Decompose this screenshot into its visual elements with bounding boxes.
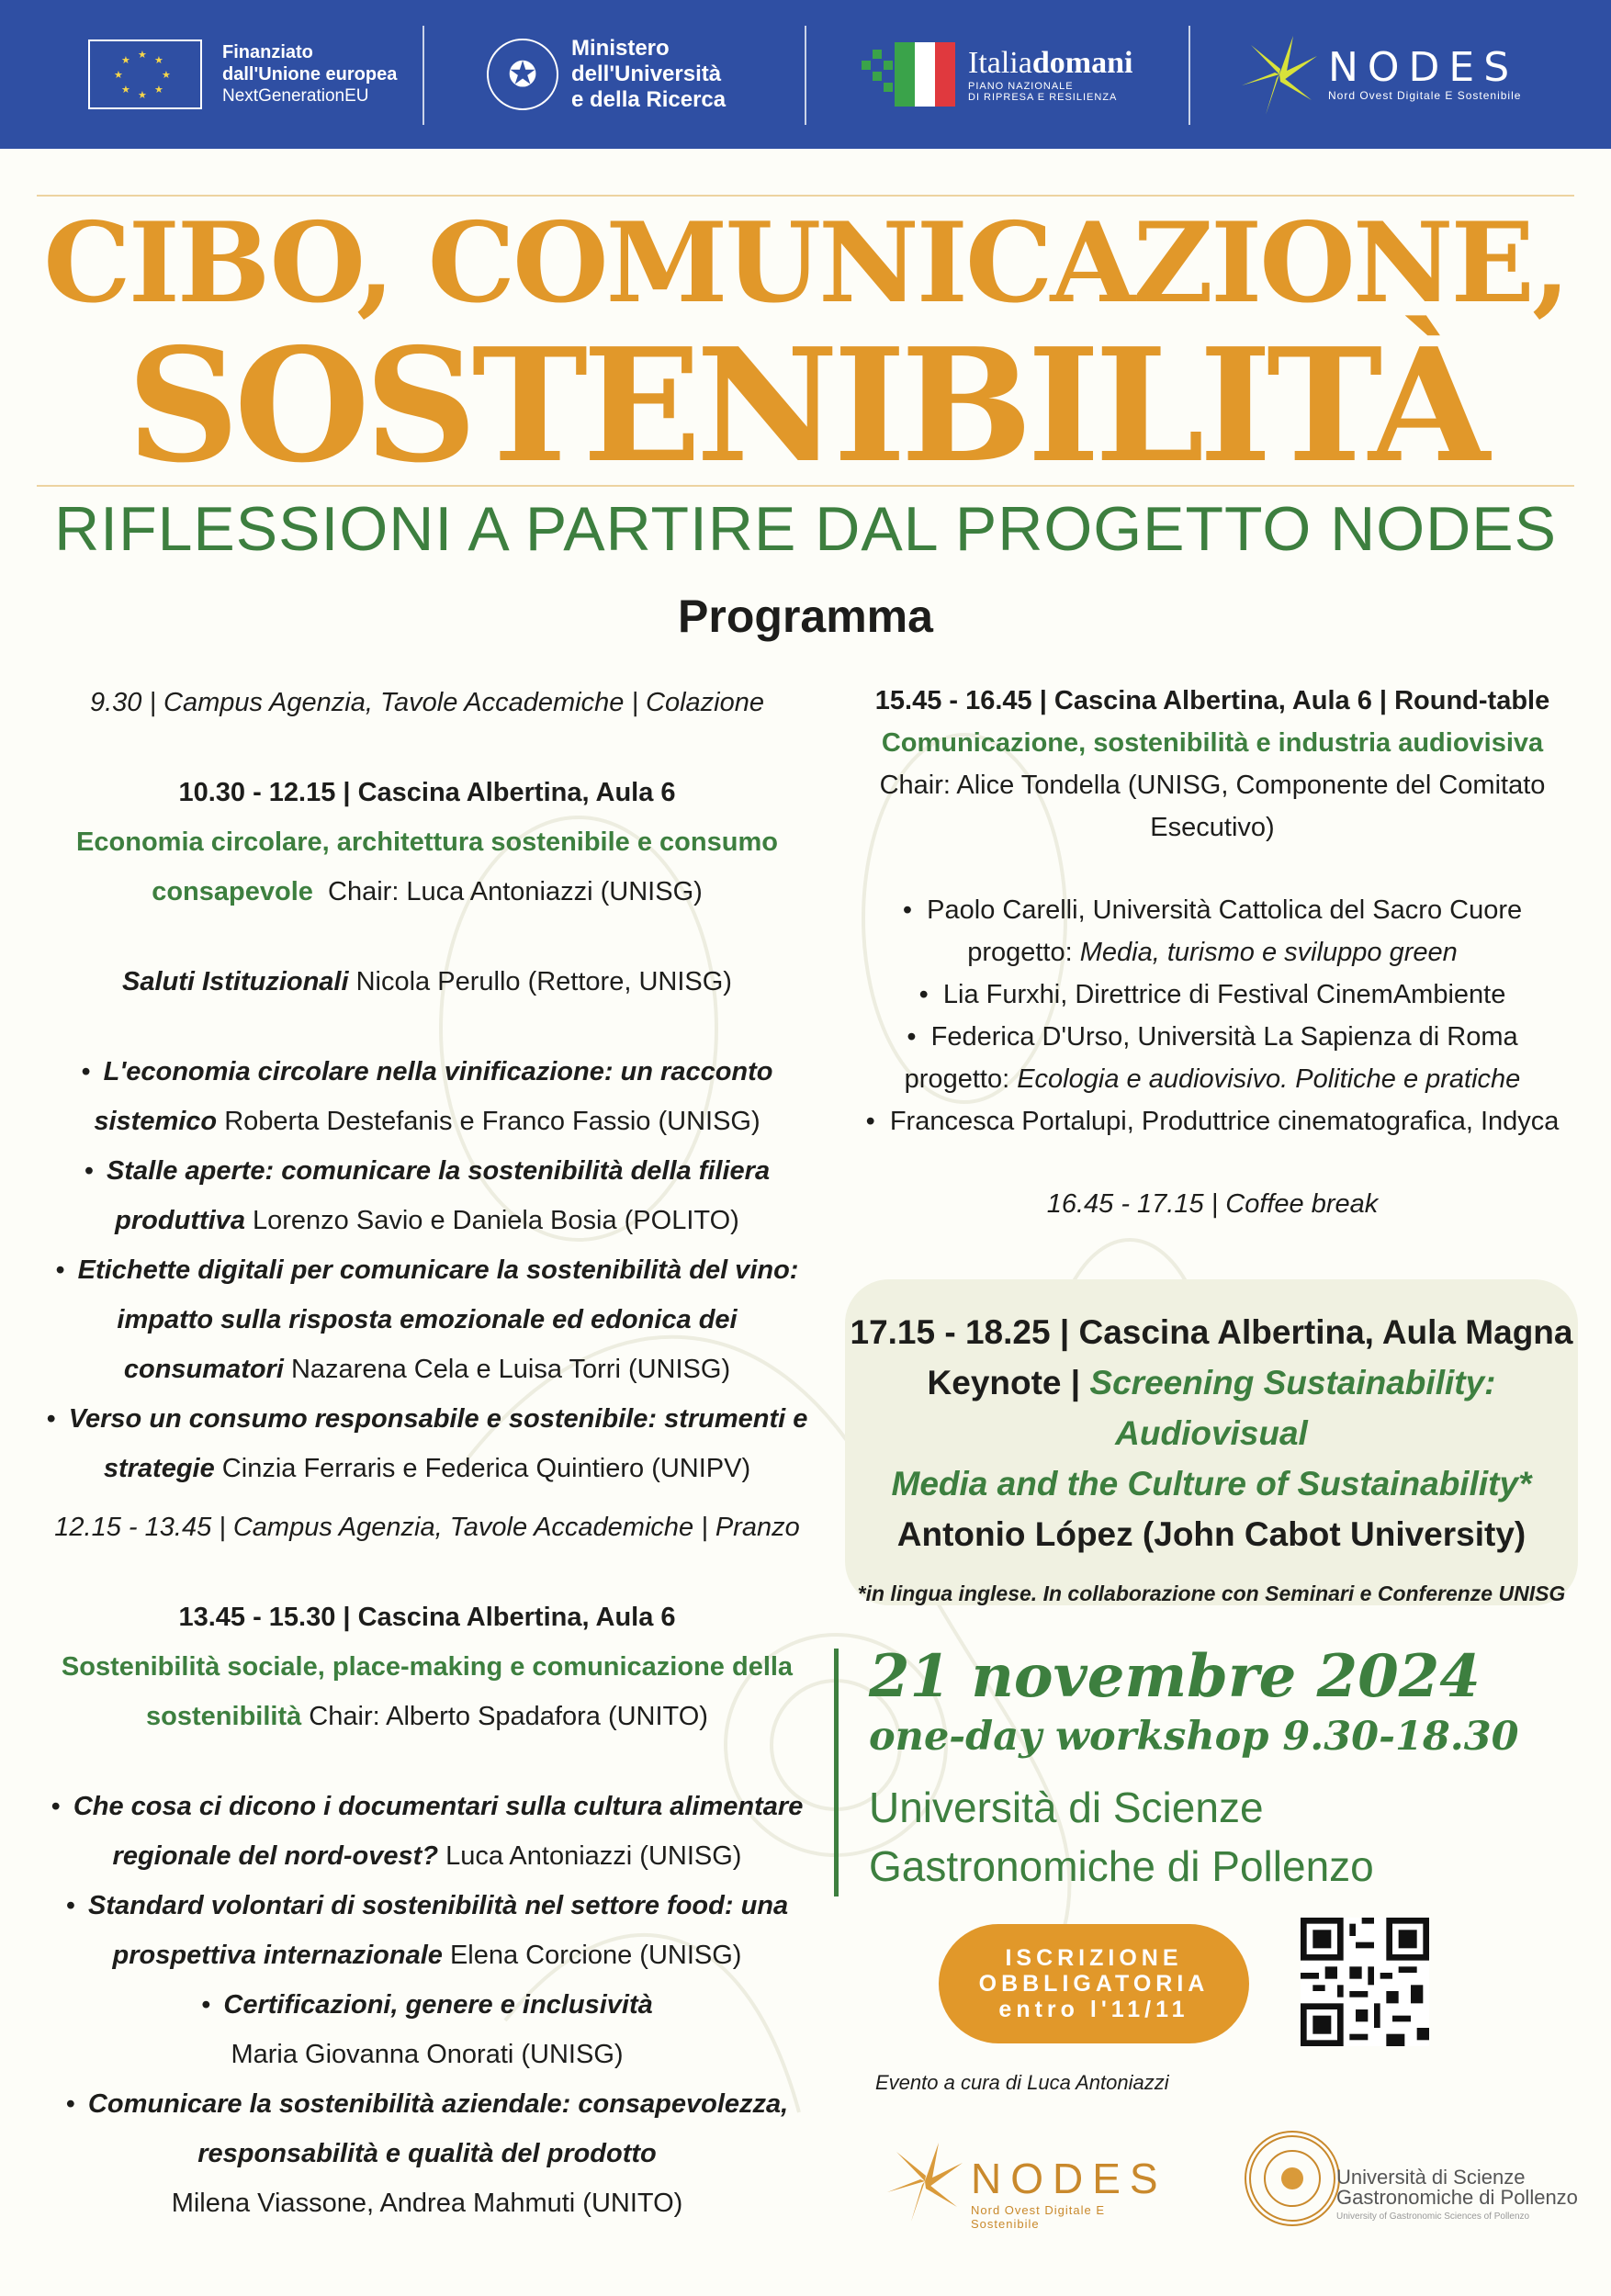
program-title: Programma: [678, 591, 933, 642]
session1-theme: Economia circolare, architettura sostenibile e consumo: [76, 827, 778, 857]
talk-item: • Etichette digitali per comunicare la sostenibilità del vino: impatto sulla risposta emozionale ed edonica dei consumatori Nazarena Cela e Luisa Torri (UNISG): [37, 1245, 817, 1394]
keynote-title: Keynote | Screening Sustainability: Audiovisual: [927, 1364, 1496, 1452]
event-date: 21 novembre 2024: [869, 1642, 1481, 1711]
session1-chair: Chair: Luca Antoniazzi (UNISG): [328, 877, 703, 906]
italian-emblem-icon: ✪: [487, 39, 558, 110]
nodes-footer-sub: Nord Ovest Digitale E Sostenibile: [971, 2203, 1105, 2231]
breakfast-slot: 9.30 | Campus Agenzia, Tavole Accademiche | Colazione: [89, 688, 765, 717]
nodes-footer-logo: [884, 2135, 1177, 2231]
eu-flag-icon: ★ ★ ★ ★ ★ ★ ★ ★: [88, 39, 202, 109]
header-divider: [805, 26, 806, 125]
nodes-footer-name: NODES: [971, 2155, 1167, 2202]
unisg-name: Università di Scienze Gastronomiche di Pollenzo: [1336, 2166, 1578, 2209]
unisg-english-name: University of Gastronomic Sciences of Pollenzo: [1336, 2212, 1530, 2222]
qr-code-icon[interactable]: [1301, 1918, 1429, 2046]
session3-theme: Comunicazione, sostenibilità e industria audiovisiva: [881, 728, 1544, 758]
event-hours: one-day workshop 9.30-18.30: [869, 1714, 1519, 1760]
main-title-line1: CIBO, COMUNICAZIONE,: [43, 198, 1568, 328]
subtitle: RIFLESSIONI A PARTIRE DAL PROGETTO NODES: [54, 494, 1557, 564]
talk-item: • L'economia circolare nella vinificazione: un racconto sistemico Roberta Destefanis e Franco Fassio (UNISG): [37, 1047, 817, 1146]
session2-chair: Chair: Alberto Spadafora (UNITO): [301, 1702, 708, 1731]
italiadomani-sub2: DI RIPRESA E RESILIENZA: [968, 92, 1118, 103]
eu-line2: dall'Unione europea: [222, 64, 398, 84]
date-accent-bar: [834, 1649, 839, 1896]
nodes-name: NODES: [1328, 44, 1519, 91]
eu-logo: [88, 0, 397, 149]
mur-line3: e della Ricerca: [571, 87, 727, 112]
session1-theme-cont: consapevole Chair: Luca Antoniazzi (UNISG): [152, 877, 703, 906]
panelist-project: progetto: Ecologia e audiovisivo. Politiche e pratiche: [904, 1064, 1521, 1094]
panelist-project: progetto: Media, turismo e sviluppo green: [967, 938, 1458, 967]
panelist-item: • Lia Furxhi, Direttrice di Festival CinemAmbiente: [918, 980, 1506, 1009]
session3-time: 15.45 - 16.45 | Cascina Albertina, Aula 6 | Round-table: [874, 686, 1550, 715]
panelist-item: • Paolo Carelli, Università Cattolica del Sacro Cuore: [902, 895, 1523, 925]
session2-theme-cont: sostenibilità Chair: Alberto Spadafora (UNITO): [146, 1702, 708, 1731]
keynote-title-cont: Media and the Culture of Sustainability*: [891, 1465, 1532, 1503]
talk-item: • Verso un consumo responsabile e sostenibile: strumenti e strategie Cinzia Ferraris e Federica Quintiero (UNIPV): [37, 1394, 817, 1493]
keynote-speaker: Antonio López (John Cabot University): [896, 1515, 1527, 1553]
header-divider: [1189, 26, 1190, 125]
session1-talks: [37, 1047, 817, 1493]
frame-line: [37, 195, 1574, 197]
mur-line2: dell'Università: [571, 62, 722, 86]
mur-logo: [487, 0, 726, 149]
talk-item: • Che cosa ci dicono i documentari sulla cultura alimentare regionale del nord-ovest? Luca Antoniazzi (UNISG): [37, 1782, 817, 1881]
panelist-item: • Federica D'Urso, Università La Sapienza di Roma: [907, 1022, 1518, 1052]
italiadomani-name: Italiadomani: [968, 46, 1133, 80]
keynote-note: *in lingua inglese. In collaborazione con Seminari e Conferenze UNISG: [857, 1581, 1566, 1605]
italiadomani-sub1: PIANO NAZIONALE: [968, 81, 1074, 92]
curated-by: Evento a cura di Luca Antoniazzi: [875, 2071, 1169, 2094]
italiadomani-logo: [862, 0, 1132, 149]
keynote-box: [845, 1279, 1578, 1605]
nodes-star-icon: [884, 2135, 966, 2227]
session3-chair-cont: Esecutivo): [1150, 813, 1275, 842]
unisg-seal-icon: [1245, 2131, 1340, 2226]
header-bar: [0, 0, 1611, 149]
italian-flag-pixel-icon: [862, 33, 963, 116]
event-venue: Università di Scienze Gastronomiche di Pollenzo: [869, 1784, 1374, 1890]
institutional-greetings: Saluti Istituzionali Nicola Perullo (Rettore, UNISG): [122, 967, 732, 996]
session1-time: 10.30 - 12.15 | Cascina Albertina, Aula 6: [178, 778, 676, 807]
program-right-column: [831, 680, 1594, 1225]
session3-chair: Chair: Alice Tondella (UNISG, Componente del Comitato: [879, 771, 1546, 800]
panelist-item: • Francesca Portalupi, Produttrice cinematografica, Indyca: [865, 1107, 1560, 1136]
nodes-header-logo: [1238, 0, 1521, 149]
talk-item: • Stalle aperte: comunicare la sostenibilità della filiera produttiva Lorenzo Savio e Daniela Bosia (POLITO): [37, 1146, 817, 1245]
program-left-column: [37, 678, 817, 2228]
unisg-logo: [1245, 2131, 1594, 2232]
nodes-sub: Nord Ovest Digitale E Sostenibile: [1328, 89, 1522, 102]
nodes-star-icon: [1238, 28, 1321, 120]
talk-item: • Standard volontari di sostenibilità nel settore food: una prospettiva internazionale Elena Corcione (UNISG): [37, 1881, 817, 1980]
coffee-break-slot: 16.45 - 17.15 | Coffee break: [1046, 1189, 1379, 1219]
registration-button[interactable]: ISCRIZIONE OBBLIGATORIA entro l'11/11: [939, 1924, 1249, 2043]
talk-item: • Comunicare la sostenibilità aziendale: consapevolezza, responsabilità e qualità del prodotto Milena Viassone, Andrea Mahmuti (UNITO): [37, 2079, 817, 2228]
talk-item: • Certificazioni, genere e inclusività Maria Giovanna Onorati (UNISG): [37, 1980, 817, 2079]
eu-line3: NextGenerationEU: [222, 86, 369, 106]
main-title-line2: SOSTENIBILITÀ: [127, 314, 1484, 498]
keynote-time: 17.15 - 18.25 | Cascina Albertina, Aula Magna: [850, 1313, 1573, 1351]
eu-line1: Finanziato: [222, 42, 313, 62]
mur-line1: Ministero: [571, 36, 670, 61]
session2-theme: Sostenibilità sociale, place-making e comunicazione della: [61, 1652, 794, 1682]
session2-talks: [37, 1782, 817, 2228]
lunch-slot: 12.15 - 13.45 | Campus Agenzia, Tavole Accademiche | Pranzo: [54, 1513, 800, 1542]
session2-time: 13.45 - 15.30 | Cascina Albertina, Aula 6: [178, 1603, 676, 1632]
header-divider: [422, 26, 424, 125]
